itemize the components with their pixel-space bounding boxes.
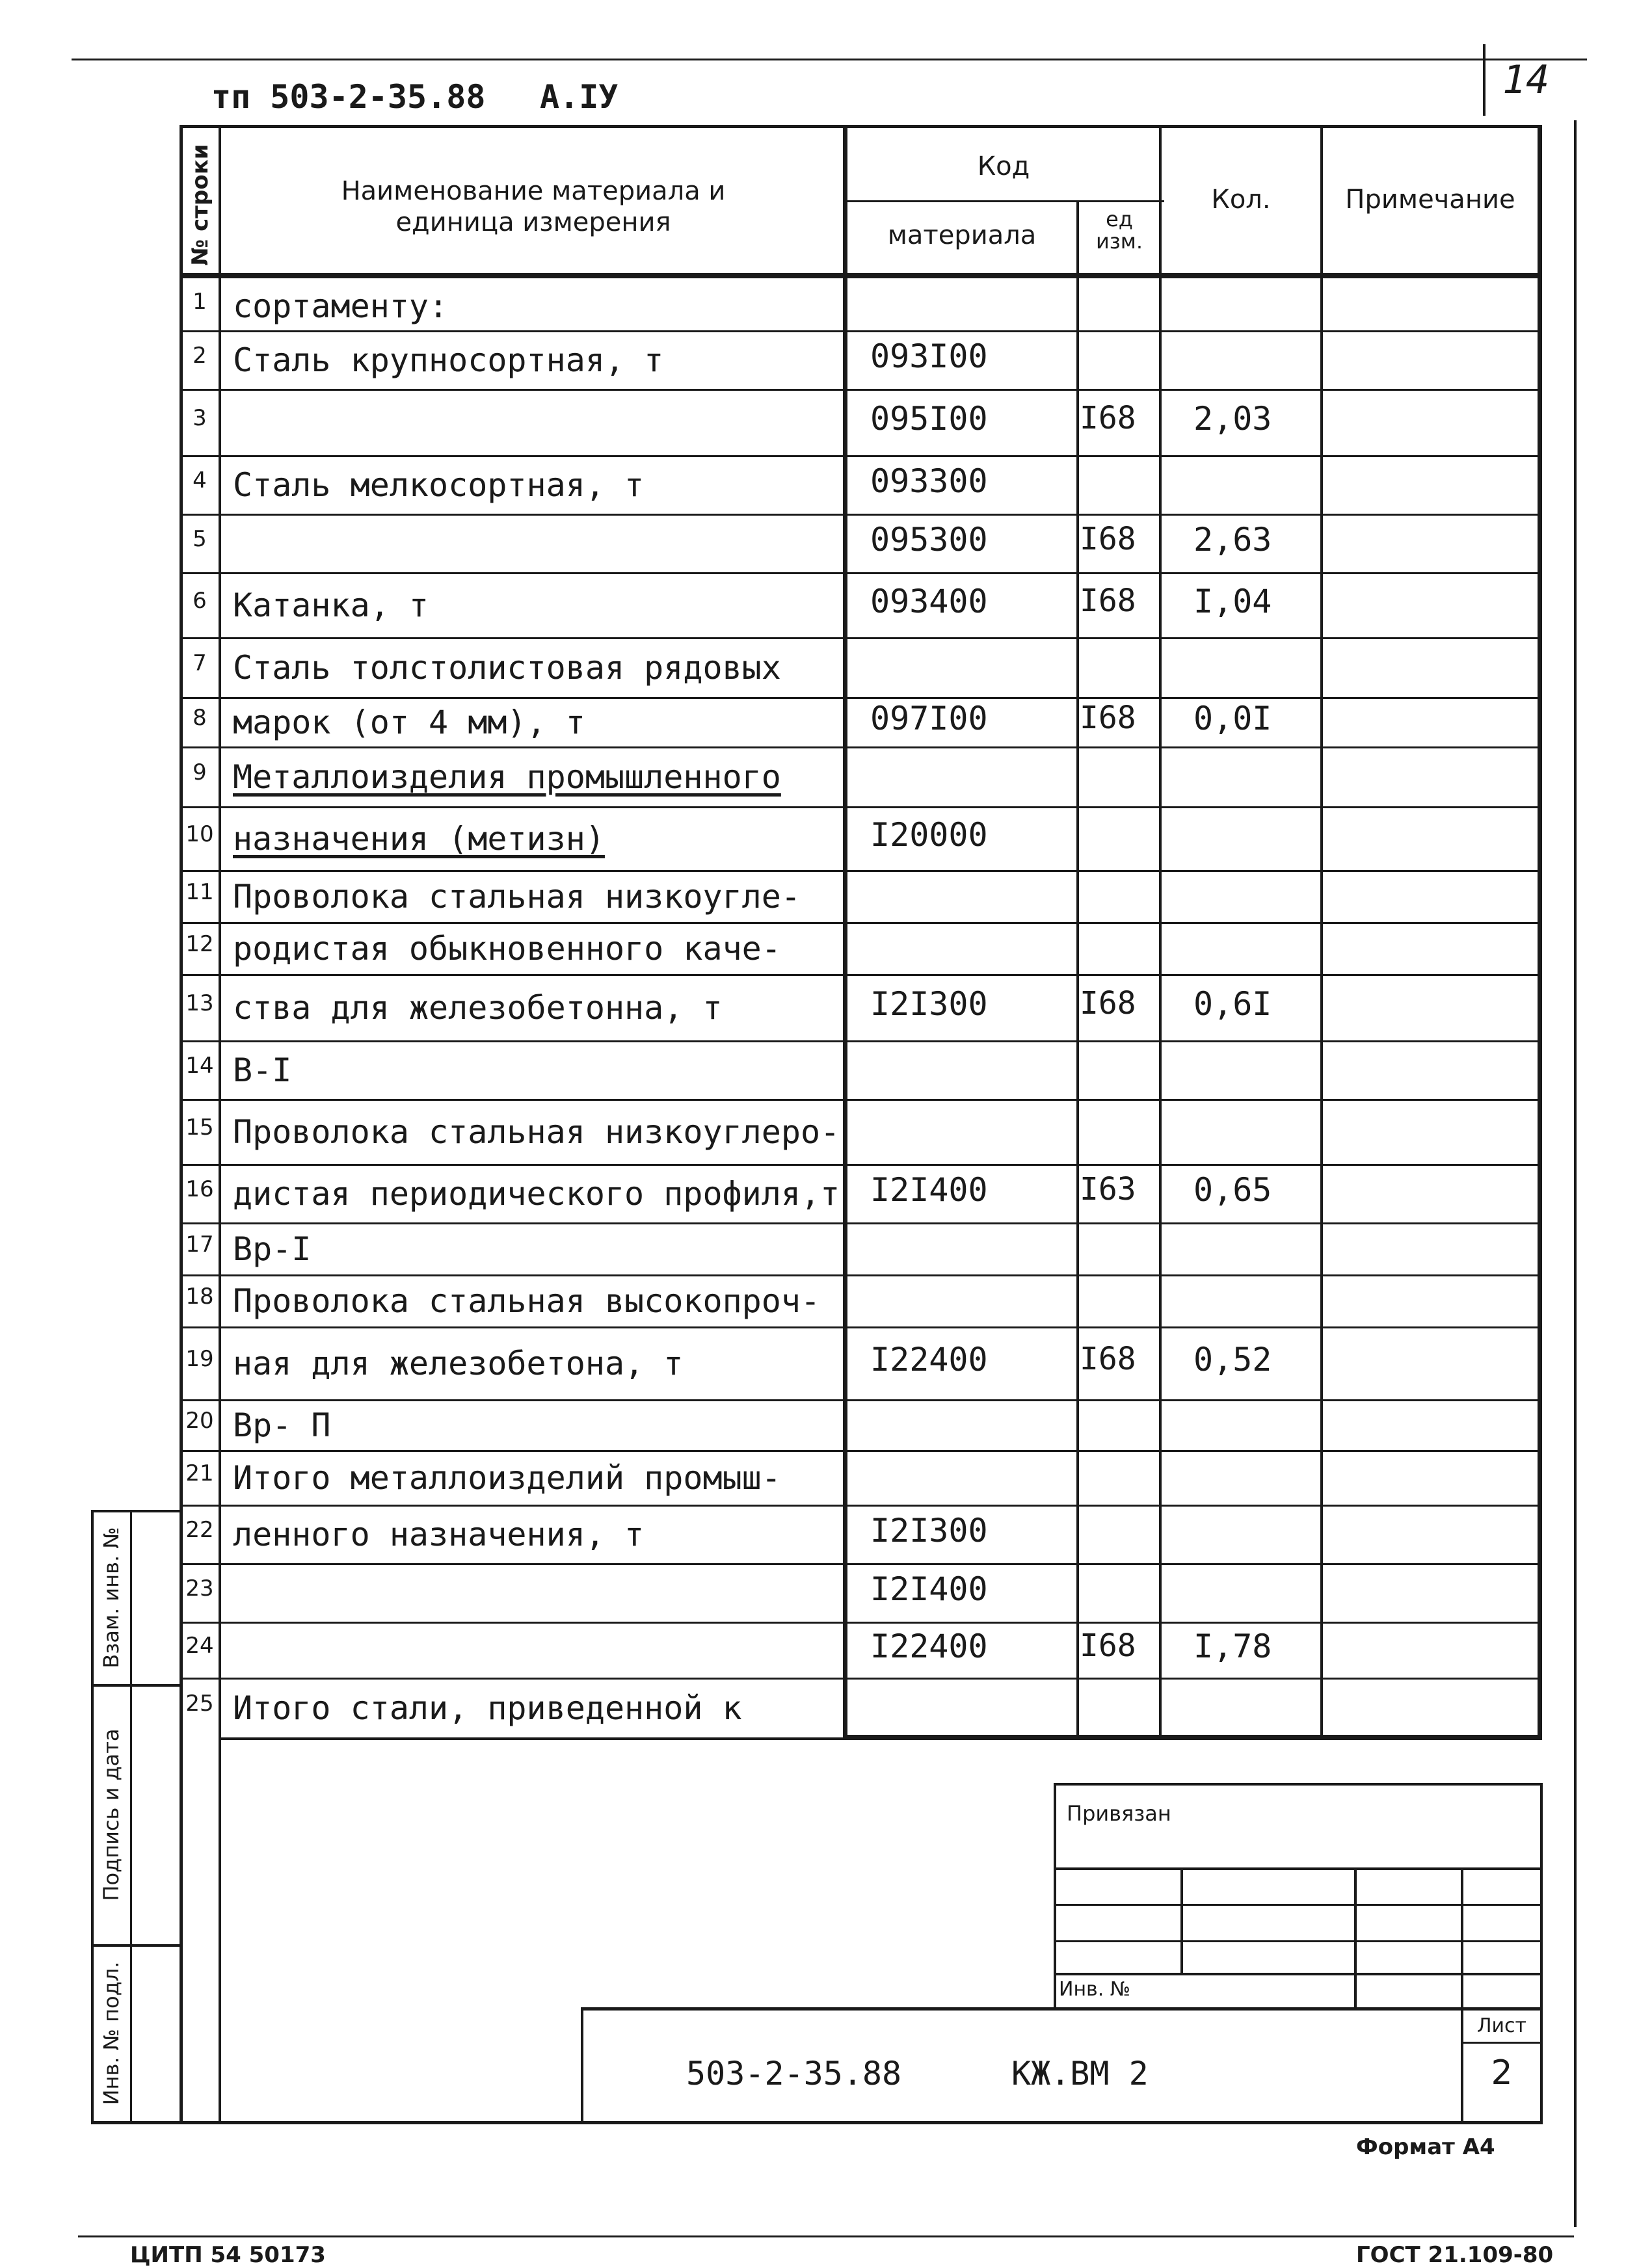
material-code: 095I00 — [870, 400, 988, 438]
row-number: 19 — [185, 1346, 214, 1372]
row-separator — [182, 1563, 1541, 1565]
material-name: Сталь толстолистовая рядовых — [233, 649, 781, 687]
row-number: 25 — [185, 1691, 214, 1717]
row-separator — [182, 1678, 1541, 1680]
material-code: 093400 — [870, 583, 988, 620]
footer-left: ЦИТП 54 50173 — [130, 2242, 326, 2268]
row-separator — [182, 455, 1541, 457]
bottom-frame-line — [91, 2121, 1541, 2124]
material-name: Итого стали, приведенной к — [233, 1689, 742, 1727]
row-separator — [182, 1326, 1541, 1328]
row-separator — [182, 1505, 1541, 1507]
material-code: I22400 — [870, 1628, 988, 1665]
material-name: ства для железобетонна, т — [233, 989, 723, 1027]
header-bottom-border — [180, 273, 1542, 278]
row-number: 2 — [193, 343, 207, 369]
row-number: 16 — [185, 1176, 214, 1202]
col-unit-border — [1159, 125, 1162, 1737]
material-code: I2I400 — [870, 1171, 988, 1209]
col-code-material-border — [1076, 200, 1079, 1737]
material-code: I2I400 — [870, 1570, 988, 1608]
inv-no-label: Инв. № — [1059, 1978, 1131, 2001]
row-number: 1 — [193, 289, 207, 315]
doc-number: 503-2-35.88 — [686, 2055, 902, 2092]
row-separator — [182, 514, 1541, 516]
table-bottom-border — [843, 1735, 1542, 1740]
tb-grid-vline-1 — [1180, 1867, 1183, 1975]
bottom-outer-rule — [78, 2235, 1574, 2237]
material-name: сортаменту: — [233, 287, 449, 325]
unit-code: I68 — [1080, 985, 1136, 1022]
material-name: Вр-I — [233, 1230, 312, 1268]
header-code-unit: ед изм. — [1095, 207, 1143, 254]
tb-grid-line-4 — [1054, 1973, 1543, 1975]
side-field-vzam-inv: Взам. инв. № — [99, 1527, 124, 1668]
privyazan-right — [1540, 1783, 1543, 2124]
material-name: назначения (метизн) — [233, 820, 605, 858]
row-number: 23 — [185, 1576, 214, 1602]
material-name: Вр- П — [233, 1406, 331, 1444]
row-number: 15 — [185, 1114, 214, 1141]
unit-code: I68 — [1080, 400, 1136, 436]
row-number: 6 — [193, 588, 207, 614]
material-name: марок (от 4 мм), т — [233, 704, 585, 741]
format-label: Формат А4 — [1356, 2134, 1495, 2160]
material-name: Сталь крупносортная, т — [233, 341, 664, 379]
row-number: 10 — [185, 821, 214, 847]
row-separator — [182, 1222, 1541, 1224]
material-name: Катанка, т — [233, 587, 429, 624]
material-code: 093I00 — [870, 337, 988, 375]
unit-code: I63 — [1080, 1171, 1136, 1207]
material-code: I2I300 — [870, 1512, 988, 1549]
tb-main-top — [582, 2007, 1543, 2011]
quantity: 0,52 — [1193, 1341, 1272, 1378]
col-note-border — [1538, 125, 1542, 1737]
header-code: Код — [977, 152, 1030, 181]
col-qty-border — [1320, 125, 1323, 1737]
quantity: I,04 — [1193, 583, 1272, 620]
right-frame-line — [1574, 120, 1577, 2227]
col-rownum-border — [219, 125, 221, 2124]
row-number: 7 — [193, 650, 207, 676]
tb-grid-line-2 — [1054, 1904, 1543, 1906]
material-name: ленного назначения, т — [233, 1516, 645, 1553]
album-number: А.IУ — [540, 78, 619, 116]
row-number: 21 — [185, 1460, 214, 1486]
footer-right: ГОСТ 21.109-80 — [1356, 2242, 1554, 2268]
material-name: Проволока стальная низкоугле- — [233, 878, 801, 916]
row-separator — [182, 922, 1541, 924]
unit-code: I68 — [1080, 1628, 1136, 1664]
side-stamp-inner-line — [130, 1510, 132, 2124]
col-name-border — [843, 125, 847, 1737]
row-number: 3 — [193, 405, 207, 431]
doc-code: тп 503-2-35.88 — [211, 78, 486, 116]
tb-main-left — [581, 2007, 583, 2124]
row-separator — [182, 746, 1541, 748]
row-number: 8 — [193, 705, 207, 731]
row-separator — [182, 870, 1541, 872]
material-name: Сталь мелкосортная, т — [233, 466, 645, 504]
table-top-border — [180, 125, 1542, 128]
top-rule — [72, 59, 1587, 60]
header-name: Наименование материала и единица измерения — [341, 176, 726, 237]
material-code: 097I00 — [870, 700, 988, 737]
row-number: 18 — [185, 1284, 214, 1310]
row-separator — [182, 1099, 1541, 1101]
privyazan-top — [1054, 1783, 1543, 1786]
row-number: 9 — [193, 759, 207, 785]
quantity: 2,63 — [1193, 521, 1272, 559]
row-separator — [182, 1450, 1541, 1452]
row-number: 22 — [185, 1517, 214, 1543]
tb-grid-line-1 — [1054, 1867, 1543, 1870]
code-subheader-line — [846, 200, 1164, 202]
row-separator — [182, 1622, 1541, 1624]
row-number: 17 — [185, 1232, 214, 1258]
row-number: 24 — [185, 1633, 214, 1659]
unit-code: I68 — [1080, 521, 1136, 557]
material-name: В-I — [233, 1051, 292, 1089]
row-separator — [182, 1164, 1541, 1166]
row-number: 20 — [185, 1408, 214, 1434]
material-name: Итого металлоизделий промыш- — [233, 1459, 781, 1497]
row-separator — [182, 572, 1541, 574]
row-separator — [182, 637, 1541, 639]
row-number: 12 — [185, 931, 214, 957]
quantity: I,78 — [1193, 1628, 1272, 1665]
quantity: 0,0I — [1193, 700, 1272, 737]
material-code: 095300 — [870, 521, 988, 559]
sheet-number-divider — [1483, 44, 1485, 116]
unit-code: I68 — [1080, 700, 1136, 736]
row-number: 11 — [185, 879, 214, 905]
quantity: 0,6I — [1193, 985, 1272, 1023]
header-rownum: № строки — [187, 144, 213, 266]
row-number: 13 — [185, 990, 214, 1016]
list-value: 2 — [1491, 2053, 1513, 2092]
row-separator — [182, 1399, 1541, 1401]
row-separator — [182, 1274, 1541, 1276]
material-code: I2I300 — [870, 985, 988, 1023]
name-column-bottom — [219, 1737, 843, 1740]
material-name: ная для железобетона, т — [233, 1345, 684, 1382]
quantity: 2,03 — [1193, 400, 1272, 438]
row-number: 14 — [185, 1053, 214, 1079]
material-name: дистая периодического профиля,т — [233, 1175, 840, 1213]
unit-code: I68 — [1080, 583, 1136, 619]
material-name: родистая обыкновенного каче- — [233, 930, 781, 968]
material-name: Проволока стальная высокопроч- — [233, 1282, 821, 1320]
row-separator — [182, 806, 1541, 808]
quantity: 0,65 — [1193, 1171, 1272, 1209]
side-field-podpis-data: Подпись и дата — [99, 1728, 124, 1901]
privyazan-label: Привязан — [1067, 1801, 1171, 1826]
header-note: Примечание — [1345, 185, 1515, 215]
header-code-material: материала — [887, 220, 1037, 250]
list-label: Лист — [1476, 2014, 1527, 2037]
row-separator — [182, 330, 1541, 332]
tb-grid-vline-2 — [1354, 1867, 1357, 2007]
header-qty: Кол. — [1211, 185, 1271, 215]
sheet-number-handwritten: 14 — [1502, 57, 1550, 103]
material-code: I22400 — [870, 1341, 988, 1378]
doc-mark: КЖ.ВМ 2 — [1011, 2055, 1149, 2092]
row-separator — [182, 697, 1541, 699]
row-separator — [182, 974, 1541, 976]
row-separator — [182, 1040, 1541, 1042]
row-separator — [182, 389, 1541, 391]
list-label-line — [1461, 2042, 1543, 2044]
material-name: Металлоизделия промышленного — [233, 758, 781, 796]
material-name: Проволока стальная низкоуглеро- — [233, 1113, 840, 1151]
material-code: 093300 — [870, 462, 988, 500]
row-number: 4 — [193, 468, 207, 494]
side-field-inv-podl: Инв. № подл. — [99, 1961, 124, 2105]
row-number: 5 — [193, 526, 207, 552]
tb-grid-line-3 — [1054, 1940, 1543, 1942]
material-code: I20000 — [870, 816, 988, 854]
unit-code: I68 — [1080, 1341, 1136, 1377]
